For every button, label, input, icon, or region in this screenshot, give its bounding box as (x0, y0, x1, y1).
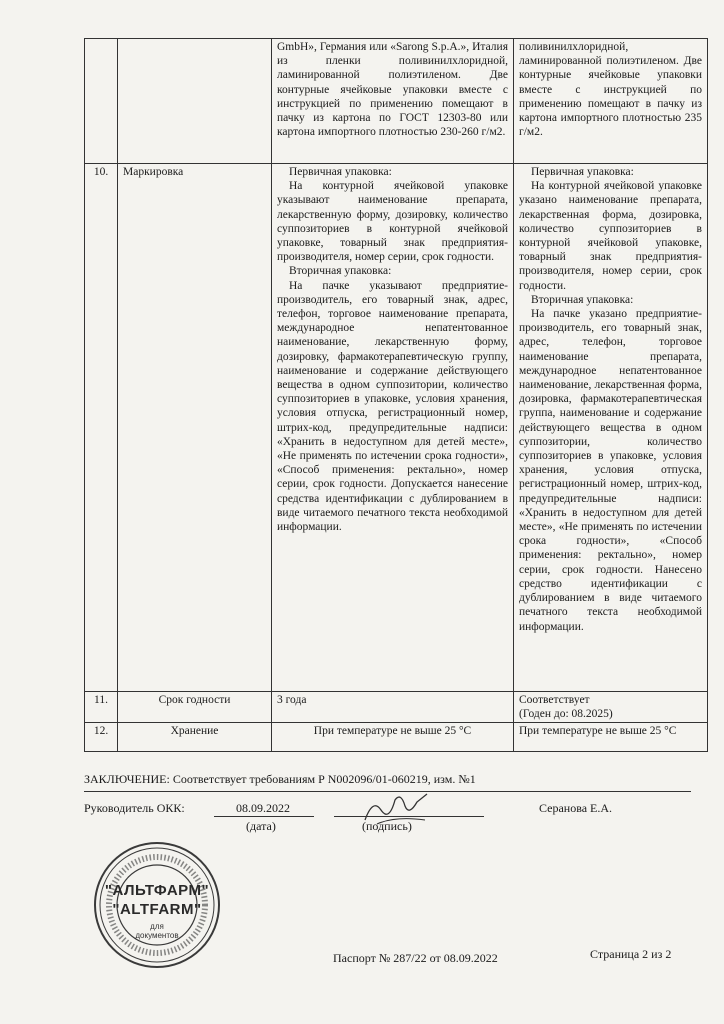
requirement-cell: GmbH», Германия или «Sarong S.p.A.», Италия из пленки поливинилхлоридной, ламинированной полиэтиленом. Две контурные ячейковые упаковки вместе с инструкцией по применению помещают в пачку из картона по ГОСТ 12303-80 или картона импортного плотностью 230-260 г/м2. (272, 39, 514, 164)
actual-cell (514, 692, 708, 723)
primary-heading: Первичная упаковка: (289, 166, 392, 178)
actual-status: Соответствует (519, 694, 590, 706)
row-parameter (118, 39, 272, 164)
primary-text: На контурной ячейковой упаковке указано наименование препарата, лекарственная форма, дозировка, количество суппозиториев в контурной ячейковой упаковке, товарный знак предприятия-производителя, номер серии, срок годности. (519, 180, 702, 292)
secondary-heading: Вторичная упаковка: (531, 293, 634, 306)
requirement-cell: При температуре не выше 25 °С (272, 723, 514, 752)
table-row (85, 39, 708, 164)
actual-cell: При температуре не выше 25 °С (514, 723, 708, 752)
requirement-cell (272, 164, 514, 692)
requirement-cell: 3 года (272, 692, 514, 723)
row-number: 11. (85, 692, 118, 723)
secondary-text: На пачке указано предприятие-производитель, его товарный знак, адрес, телефон, торговое наименование препарата, международное непатентованное наименование, лекарственная форма, дозировка, фармакотерапевтическая группа, наименование и содержание действующего вещества в одном суппозитории, количество суппозиториев в упаковке, условия хранения, условия отпуска, регистрационный номер, штрих-код, предупредительные надписи: «Хранить в недоступном для детей месте», «Не применять по истечении срока годности», «Способ применения: ректально», номер серии, срок годности. Нанесено средство идентификации с дублированием в виде читаемого печатного текста необходимой информации. (519, 308, 702, 633)
handwritten-signature (355, 780, 435, 830)
signoff-name: Серанова Е.А. (539, 801, 613, 815)
row-parameter: Маркировка (118, 164, 272, 692)
date-caption: (дата) (246, 819, 276, 833)
actual-cell (514, 164, 708, 692)
signoff-date: 08.09.2022 (236, 801, 290, 815)
date-underline (214, 816, 314, 817)
row-number: 10. (85, 164, 118, 692)
seal-line-1: "АЛЬТФАРМ" (104, 882, 210, 899)
secondary-text: На пачке указывают предприятие-производитель, его товарный знак, адрес, телефон, торговое наименование препарата, международное непатентованное наименование, лекарственную форму, дозировку, фармакотерапевтическую группу, наименование и содержание действующего вещества в одном суппозитории, количество суппозиториев в упаковке, условия хранения, условия отпуска, регистрационный номер, штрих-код, предупредительные надписи: «Хранить в недоступном для детей месте», «Не применять по истечении срока годности», «Способ применения: ректально», номер серии, срок годности. Допускается нанесение средства идентификации с дублированием в виде читаемого печатного текста необходимой информации. (277, 279, 508, 534)
table-row (85, 692, 708, 723)
actual-cell: поливинилхлоридной, ламинированной полиэтиленом. Две контурные ячейковые упаковки вместе с инструкцией по применению помещают в пачку из картона импортного плотностью 235 г/м2. (514, 39, 708, 164)
primary-heading: Первичная упаковка: (531, 166, 634, 178)
seal-line-2: "ALTFARM" (112, 901, 202, 918)
page-number: Страница 2 из 2 (590, 947, 672, 961)
actual-expiry: (Годен до: 08.2025) (519, 708, 613, 721)
table-row (85, 164, 708, 692)
signoff-label: Руководитель ОКК: (84, 801, 185, 815)
row-parameter: Хранение (118, 723, 272, 752)
table-row (85, 723, 708, 752)
secondary-heading: Вторичная упаковка: (289, 265, 392, 278)
primary-text: На контурной ячейковой упаковке указывают наименование препарата, лекарственную форму, дозировку, количество суппозиториев в контурной ячейковой упаковке, товарный знак предприятия-производителя, номер серии, срок годности. (277, 180, 508, 264)
seal-line-4: документов (135, 931, 179, 940)
row-number: 12. (85, 723, 118, 752)
row-number (85, 39, 118, 164)
signature-caption: (подпись) (362, 819, 412, 833)
spec-table (84, 38, 708, 752)
conclusion: ЗАКЛЮЧЕНИЕ: Соответствует требованиям Р N002096/01-060219, изм. №1 (84, 772, 691, 792)
passport-footer: Паспорт № 287/22 от 08.09.2022 (333, 951, 498, 965)
row-parameter: Срок годности (118, 692, 272, 723)
seal-text (92, 840, 222, 970)
seal-line-3: для (150, 922, 164, 931)
